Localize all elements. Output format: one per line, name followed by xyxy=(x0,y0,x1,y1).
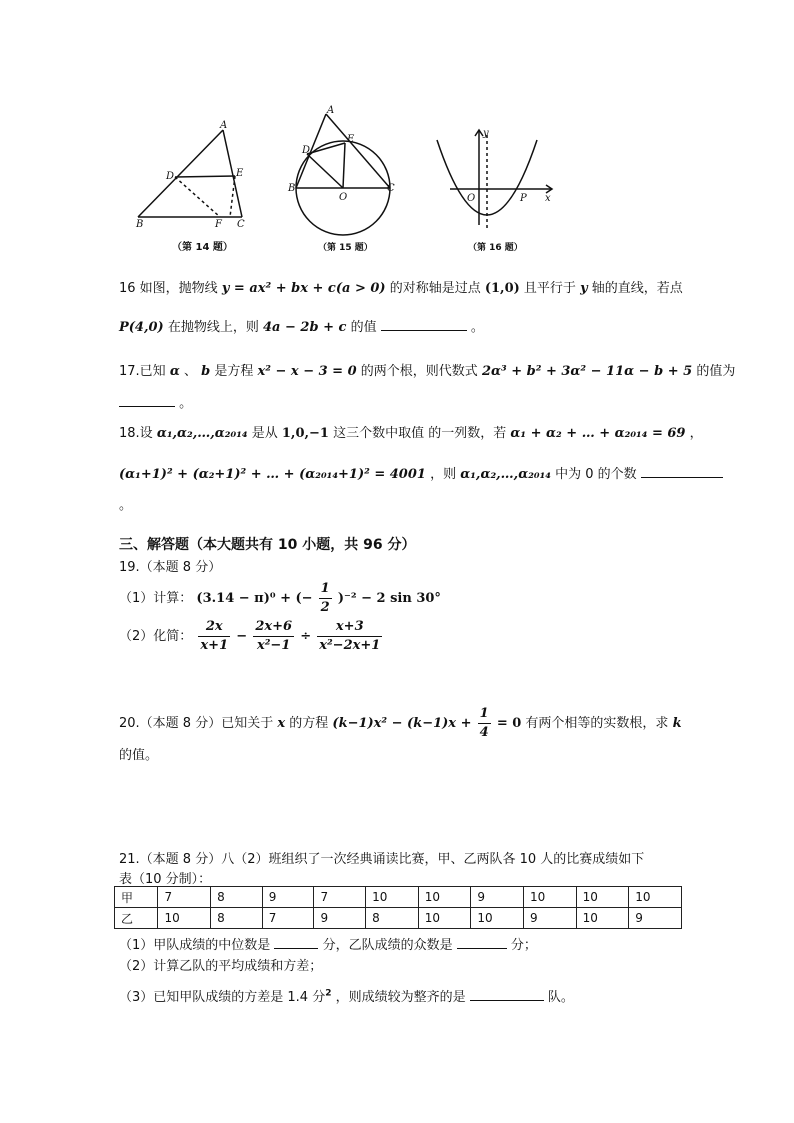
q18-sum-squares: (α₁+1)² + (α₂+1)² + … + (α₂₀₁₄+1)² = 4001 xyxy=(119,467,426,482)
q18-sequence: α₁,α₂,…,α₂₀₁₄ xyxy=(156,426,248,441)
table-cell: 9 xyxy=(314,908,366,929)
table-cell: 10 xyxy=(524,887,577,908)
table-cell: 9 xyxy=(471,887,524,908)
table-cell: 10 xyxy=(418,887,471,908)
q21-p1-b: 分，乙队成绩的众数是 xyxy=(322,938,453,953)
q16-line2-suffix: 的值 xyxy=(350,320,377,335)
question-20-line-1 xyxy=(119,705,682,742)
q19-f1-den: x+1 xyxy=(200,638,229,653)
q17-mid2: 的两个根，则代数式 xyxy=(360,364,478,379)
q20-prefix: 20.（本题 8 分）已知关于 xyxy=(119,716,274,731)
table-cell: 10 xyxy=(418,908,471,929)
fig16-label-O: O xyxy=(467,193,476,204)
q16-yvar: y xyxy=(580,281,588,296)
q19-part-1 xyxy=(119,580,441,617)
q19-f2-den: x²−1 xyxy=(256,638,291,653)
q21-score-table xyxy=(114,886,682,929)
q21-p3-c: 队。 xyxy=(547,990,574,1005)
q16-answer-blank[interactable] xyxy=(381,318,467,331)
q19-op-divide: ÷ xyxy=(300,629,312,644)
q17-suffix: 的值为 xyxy=(696,364,736,379)
q16-end: 。 xyxy=(470,320,484,335)
fig14-label-A: A xyxy=(220,120,228,131)
q19-fraction-1 xyxy=(198,618,230,655)
fig14-label-F: F xyxy=(215,219,222,230)
q17-prefix: 17.已知 xyxy=(119,364,166,379)
q19-f3-num: x+3 xyxy=(317,618,382,637)
q18-suffix: 中为 0 的个数 xyxy=(555,467,637,482)
q18-comma: ， xyxy=(689,426,703,441)
table-cell: 8 xyxy=(211,887,263,908)
figure-14 xyxy=(120,100,270,258)
question-18-line-3 xyxy=(119,494,132,513)
fig14-label-D: D xyxy=(166,171,175,182)
q21-p1-c: 分； xyxy=(510,938,537,953)
q17-equation: x² − x − 3 = 0 xyxy=(257,364,357,379)
q20-xvar: x xyxy=(277,716,286,731)
table-cell: 7 xyxy=(262,908,314,929)
q21-p3-sup: 2 xyxy=(325,988,332,999)
section-3-title: 三、解答题（本大题共有 10 小题，共 96 分） xyxy=(119,537,416,553)
q18-answer-blank[interactable] xyxy=(641,465,723,478)
fig15-label-B: B xyxy=(288,183,296,194)
q18-mid2: 这三个数中取值 的一列数，若 xyxy=(333,426,507,441)
q19-f2-num: 2x+6 xyxy=(253,618,294,637)
q21-p3-b: ，则成绩较为整齐的是 xyxy=(335,990,466,1005)
table-cell: 7 xyxy=(314,887,366,908)
q20-kvar: k xyxy=(672,716,682,731)
q16-point: (1,0) xyxy=(484,281,520,296)
q21-median-blank[interactable] xyxy=(274,936,318,949)
figure-15 xyxy=(285,100,405,258)
question-20-line-2: 的值。 xyxy=(119,748,159,763)
question-18-line-2 xyxy=(119,463,723,482)
q16-formula: y = ax² + bx + c(a > 0) xyxy=(221,281,386,296)
question-17-line-1 xyxy=(119,360,735,379)
q18-end: 。 xyxy=(119,498,133,513)
q17-mid: 是方程 xyxy=(214,364,254,379)
team-a-label: 甲 xyxy=(115,887,158,908)
q17-sep: 、 xyxy=(183,364,197,379)
q21-part-1 xyxy=(119,934,537,953)
q19-p1-fraction xyxy=(319,580,332,617)
q18-values: 1,0,−1 xyxy=(281,426,329,441)
question-17-line-2 xyxy=(119,392,192,411)
q16-suffix: 轴的直线，若点 xyxy=(591,281,683,296)
q21-team-blank[interactable] xyxy=(470,988,544,1001)
q19-fraction-2 xyxy=(253,618,294,655)
table-cell: 10 xyxy=(158,908,211,929)
question-16-line-2 xyxy=(119,316,484,335)
table-cell: 7 xyxy=(158,887,211,908)
q19-p1-label: （1）计算： xyxy=(119,591,193,606)
q21-p3-a: （3）已知甲队成绩的方差是 1.4 分 xyxy=(119,990,326,1005)
q19-part-2 xyxy=(119,618,384,655)
fig15-label-D: D xyxy=(302,145,311,156)
fig16-label-y: y xyxy=(483,128,489,139)
table-cell: 10 xyxy=(576,887,629,908)
q18-mid: 是从 xyxy=(251,426,278,441)
q18-sum: α₁ + α₂ + … + α₂₀₁₄ = 69 xyxy=(510,426,686,441)
table-cell: 9 xyxy=(629,908,682,929)
q21-part-3 xyxy=(119,986,574,1005)
fig15-label-O: O xyxy=(339,192,348,203)
q16-expression: 4a − 2b + c xyxy=(263,320,347,335)
q20-frac-den: 4 xyxy=(479,725,489,740)
question-18-line-1 xyxy=(119,422,703,441)
q17-beta: b xyxy=(201,364,211,379)
q16-mid2: 且平行于 xyxy=(523,281,576,296)
q18-mid3: ，则 xyxy=(430,467,457,482)
q19-f1-num: 2x xyxy=(198,618,230,637)
fig16-caption: （第 16 题） xyxy=(468,243,523,253)
table-cell: 10 xyxy=(576,908,629,929)
q16-mid: 的对称轴是过点 xyxy=(389,281,481,296)
q19-op-minus: − xyxy=(236,629,248,644)
q19-p1-expr-a: (3.14 − π)⁰ + (− xyxy=(196,591,313,606)
q18-prefix: 18.设 xyxy=(119,426,153,441)
table-row xyxy=(115,887,682,908)
fig15-label-C: C xyxy=(387,183,395,194)
fig15-label-E: E xyxy=(347,134,355,145)
q16-prefix: 16 如图，抛物线 xyxy=(119,281,218,296)
q19-header: 19.（本题 8 分） xyxy=(119,560,222,575)
q19-p2-label: （2）化简： xyxy=(119,629,193,644)
fig14-label-E: E xyxy=(236,168,244,179)
fig16-label-x: x xyxy=(545,193,551,204)
fig15-caption: （第 15 题） xyxy=(318,243,373,253)
table-cell: 8 xyxy=(366,908,419,929)
q17-end: 。 xyxy=(179,396,193,411)
q21-mode-blank[interactable] xyxy=(457,936,507,949)
q21-part-2: （2）计算乙队的平均成绩和方差； xyxy=(119,959,323,974)
q19-p1-expr-b: )⁻² − 2 sin 30° xyxy=(337,591,441,606)
q16-point-p: P(4,0) xyxy=(119,320,164,335)
q18-sequence-2: α₁,α₂,…,α₂₀₁₄ xyxy=(460,467,551,482)
q19-p1-frac-den: 2 xyxy=(320,600,330,615)
q16-line2-mid: 在抛物线上，则 xyxy=(167,320,259,335)
fig15-label-A: A xyxy=(327,105,335,116)
table-cell: 10 xyxy=(471,908,524,929)
fig14-caption: （第 14 题） xyxy=(172,242,233,253)
q17-alpha: α xyxy=(169,364,180,379)
q19-fraction-3 xyxy=(317,618,382,655)
table-cell: 10 xyxy=(366,887,419,908)
table-cell: 8 xyxy=(211,908,263,929)
table-cell: 9 xyxy=(262,887,314,908)
q20-equation-b: = 0 xyxy=(496,716,522,731)
q17-answer-blank[interactable] xyxy=(119,394,175,407)
q20-frac-num: 1 xyxy=(478,705,491,724)
table-cell: 9 xyxy=(524,908,577,929)
q20-mid: 的方程 xyxy=(289,716,329,731)
fig14-label-C: C xyxy=(237,219,245,230)
q19-f3-den: x²−2x+1 xyxy=(319,638,381,653)
fig14-label-B: B xyxy=(136,219,144,230)
team-b-label: 乙 xyxy=(115,908,158,929)
q21-line-2: 表（10 分制）： xyxy=(119,872,212,887)
q21-line-1: 21.（本题 8 分）八（2）班组织了一次经典诵读比赛，甲、乙两队各 10 人的比赛成绩如下 xyxy=(119,852,645,867)
q21-p1-a: （1）甲队成绩的中位数是 xyxy=(119,938,271,953)
q20-suffix: 有两个相等的实数根，求 xyxy=(525,716,669,731)
q20-equation-a: (k−1)x² − (k−1)x + xyxy=(332,716,472,731)
fig16-label-P: P xyxy=(520,193,527,204)
q19-p1-frac-num: 1 xyxy=(319,580,332,599)
q20-fraction xyxy=(478,705,491,742)
table-row xyxy=(115,908,682,929)
table-cell: 10 xyxy=(629,887,682,908)
q17-expression: 2α³ + b² + 3α² − 11α − b + 5 xyxy=(481,364,693,379)
figure-16 xyxy=(425,100,575,258)
question-16-line-1 xyxy=(119,277,683,296)
